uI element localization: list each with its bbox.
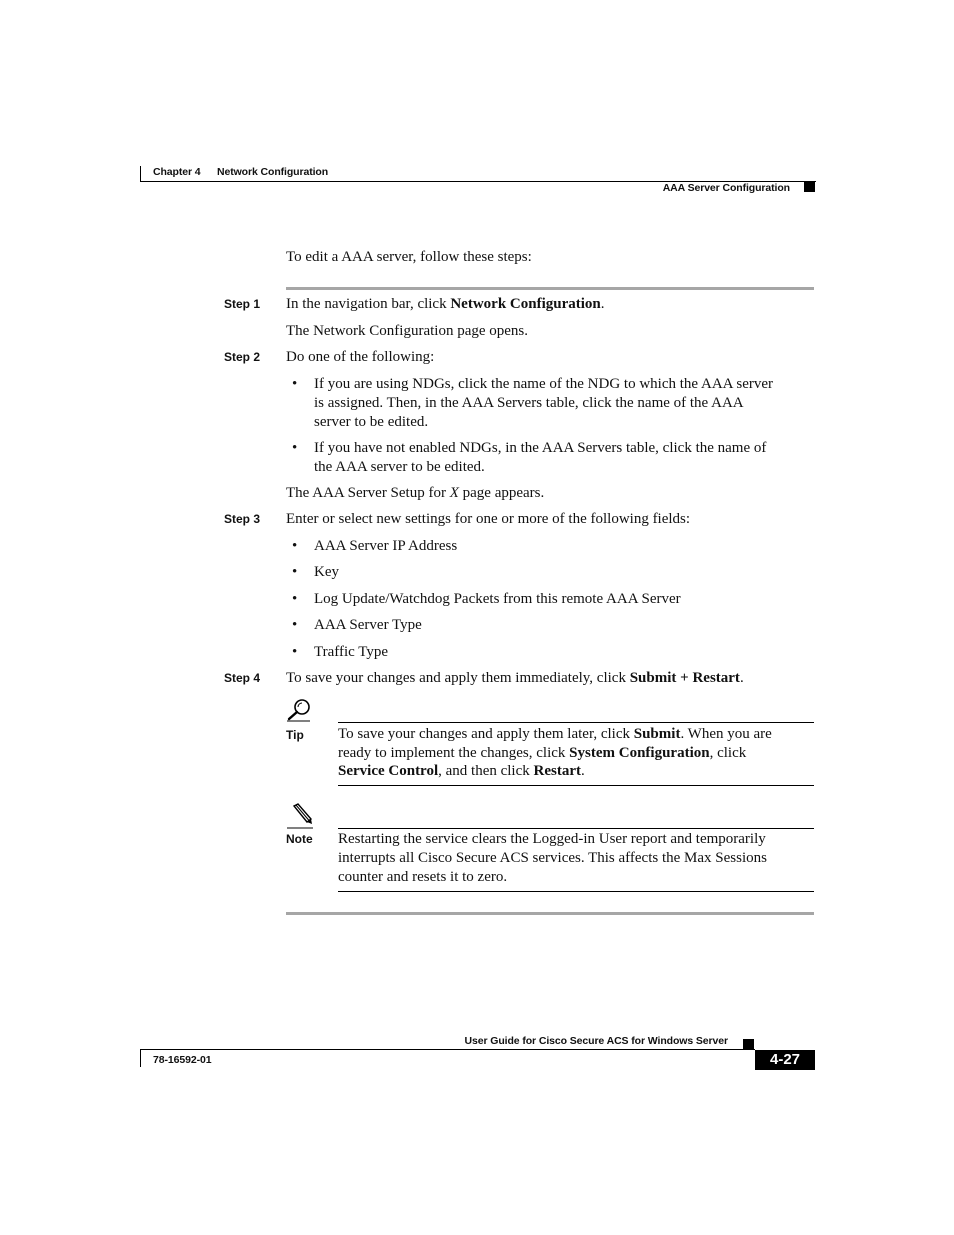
header-square [804,182,815,192]
tip-line-3: Service Control, and then click Restart. [338,763,585,779]
footer-doc-number: 78-16592-01 [153,1054,212,1066]
footer-guide-title: User Guide for Cisco Secure ACS for Windows Server [464,1035,728,1047]
step-1-label: Step 1 [224,297,261,311]
header-chapter: Chapter 4 [153,166,201,178]
header-section-title: AAA Server Configuration [662,182,790,194]
step-1-result: The Network Configuration page opens. [286,323,529,339]
header-vertical-rule [140,166,141,182]
tip-label: Tip [286,728,304,742]
pencil-icon [286,803,314,829]
note-line-3: counter and resets it to zero. [338,869,508,885]
tip-top-rule [338,722,814,723]
footer-rule [140,1049,755,1050]
note-top-rule [338,828,814,829]
note-line-1: Restarting the service clears the Logged-in User report and temporarily [338,831,766,847]
note-line-2: interrupts all Cisco Secure ACS services. This affects the Max Sessions [338,850,767,866]
procedure-top-rule [286,287,814,290]
step-2-text: Do one of the following: [286,349,435,365]
tip-line-1: To save your changes and apply them later, click Submit. When you are [338,726,772,742]
footer-square [743,1039,754,1049]
step-2-label: Step 2 [224,350,261,364]
step-4-label: Step 4 [224,671,261,685]
note-label: Note [286,832,313,846]
procedure-bottom-rule [286,912,814,915]
step-2-result: The AAA Server Setup for X page appears. [286,485,545,501]
header-chapter-title: Network Configuration [217,166,329,178]
step-3-text: Enter or select new settings for one or more of the following fields: [286,511,691,527]
footer-vertical-rule [140,1050,141,1067]
step-4-text: To save your changes and apply them immediately, click Submit + Restart. [286,670,744,686]
note-bottom-rule [338,891,814,892]
tip-line-2: ready to implement the changes, click System Configuration, click [338,745,747,761]
intro-text: To edit a AAA server, follow these steps: [286,249,532,265]
magnifier-icon [286,698,312,722]
tip-bottom-rule [338,785,814,786]
step-1-text: In the navigation bar, click Network Configuration. [286,296,605,312]
page-number: 4-27 [755,1050,815,1070]
step-3-label: Step 3 [224,512,261,526]
